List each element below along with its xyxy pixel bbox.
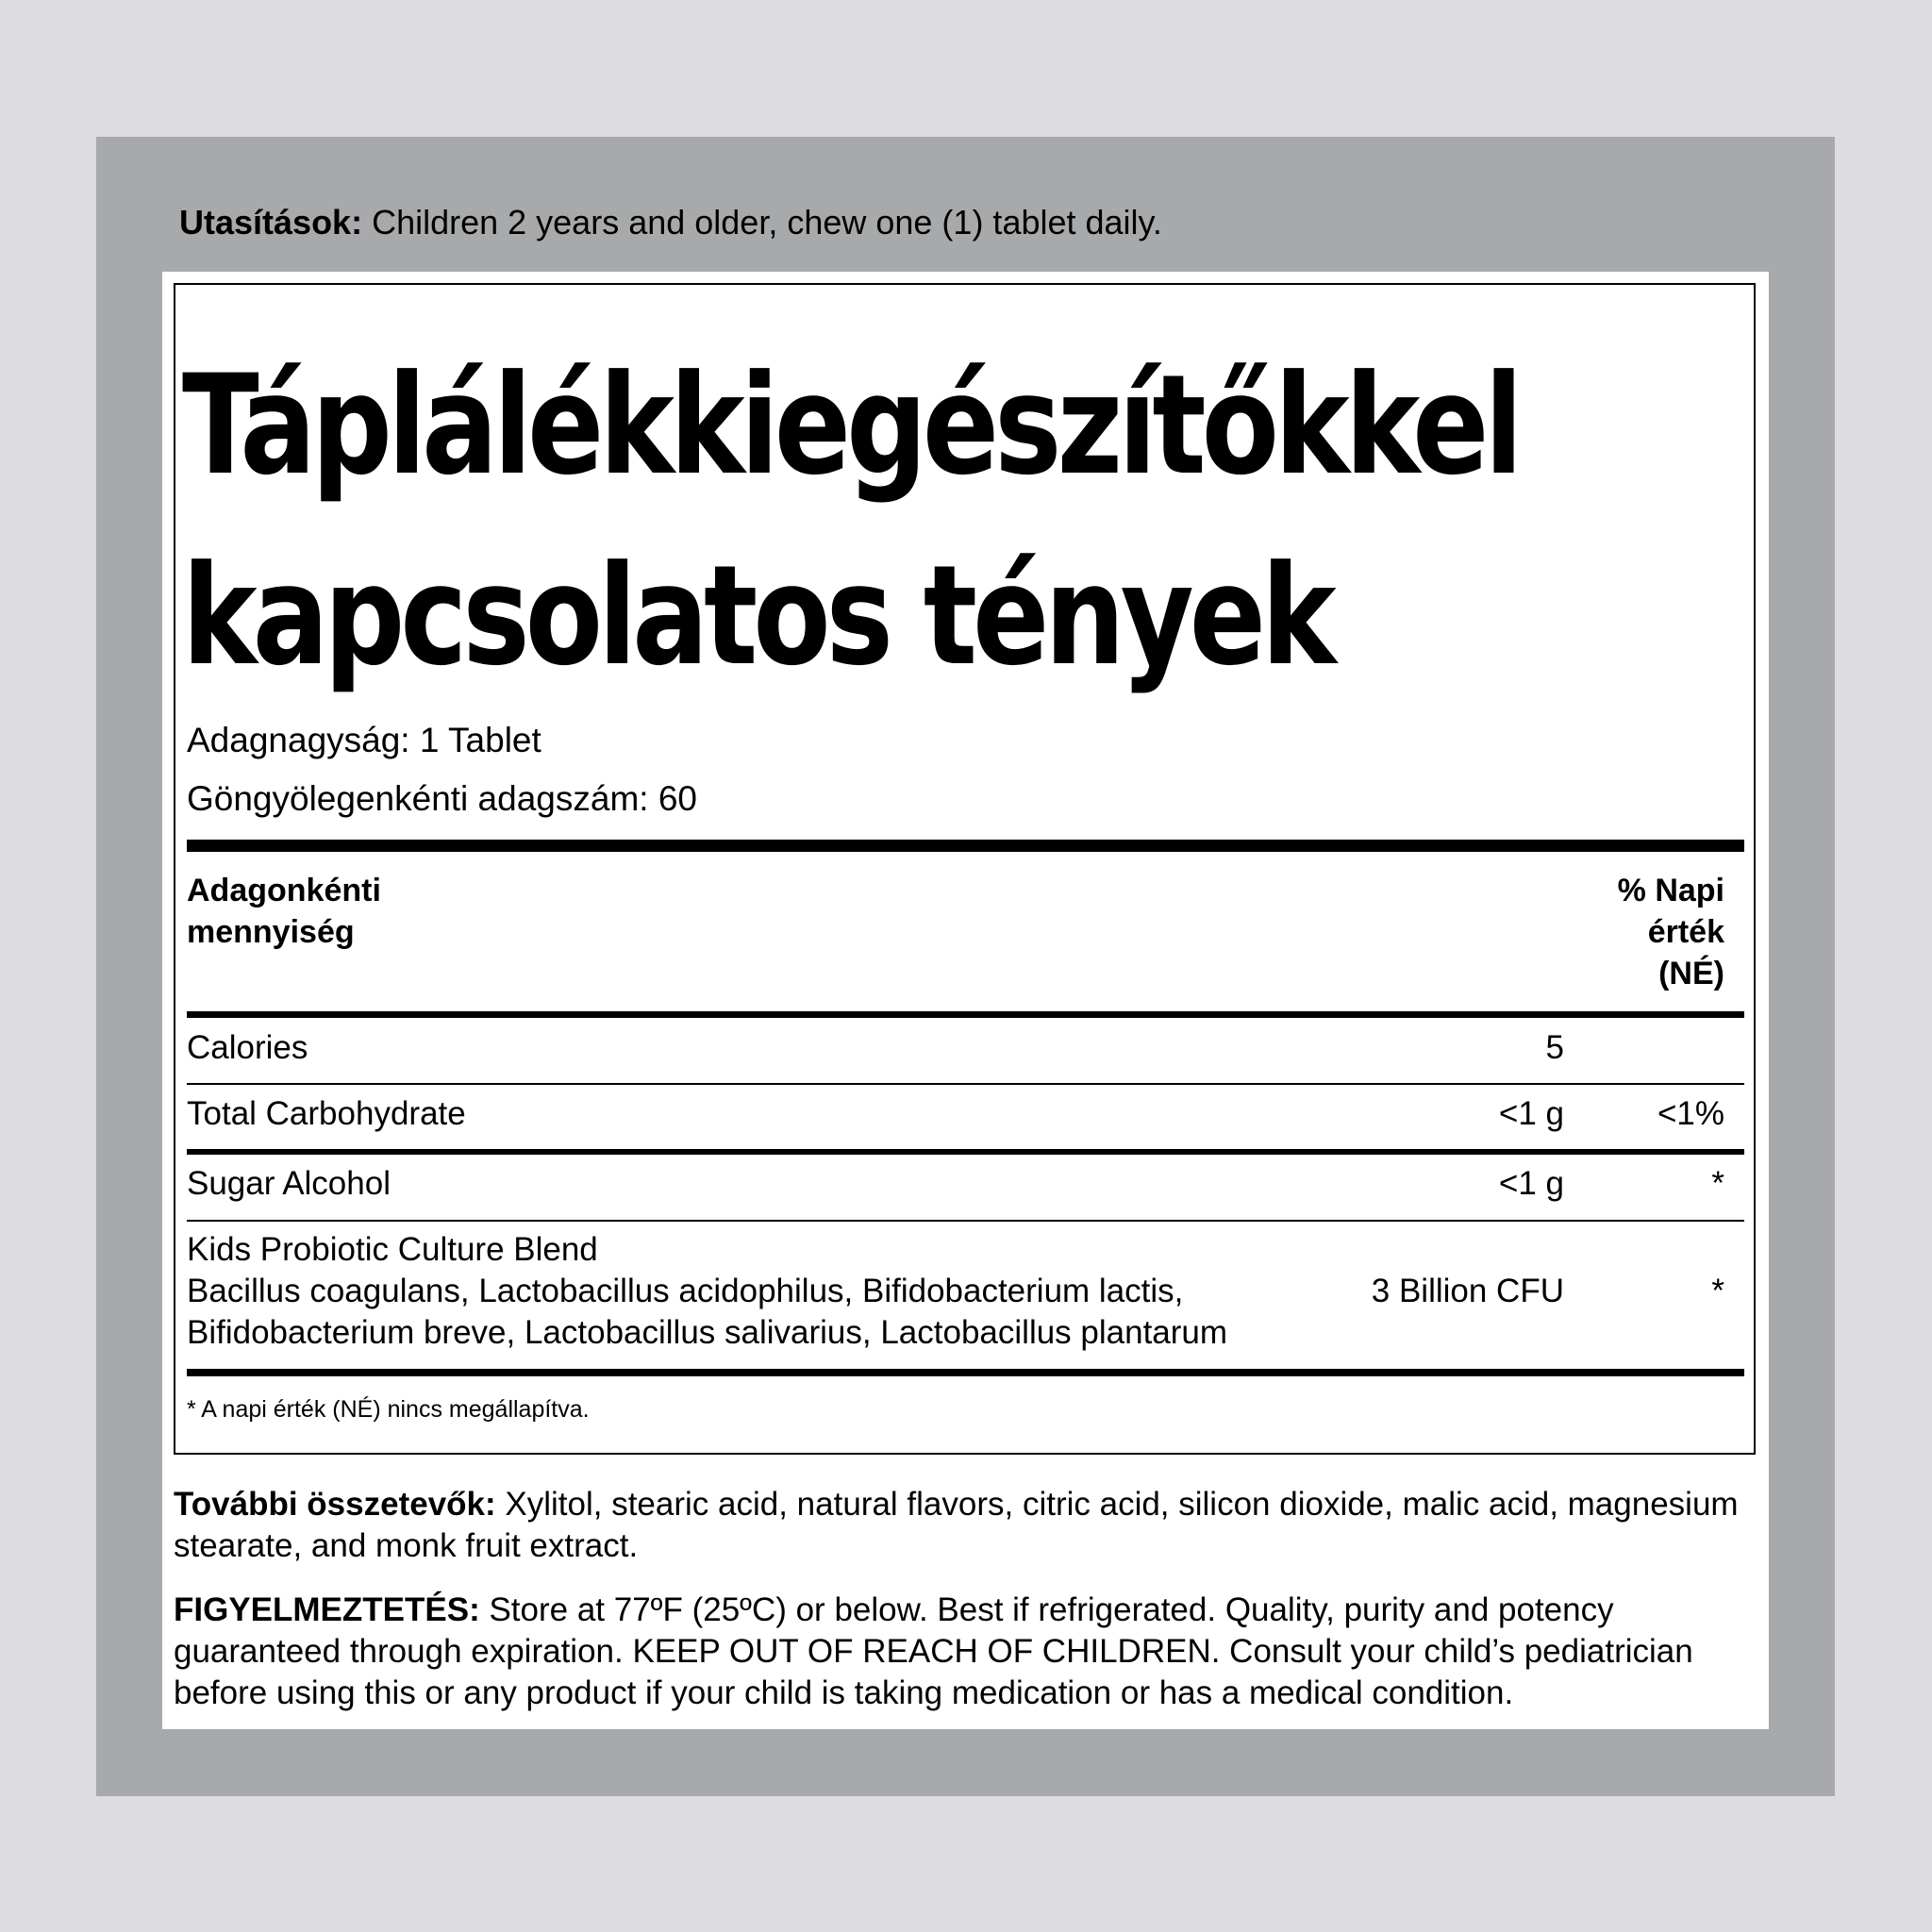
directions-body: Children 2 years and older, chew one (1) tablet daily. [362, 203, 1162, 242]
row-divider [187, 1083, 1744, 1085]
nutrient-amount-sugar-alcohol: <1 g [1498, 1165, 1564, 1202]
thick-divider-top [187, 840, 1744, 852]
blend-strains-line-1: Bacillus coagulans, Lactobacillus acidophilus, Bifidobacterium lactis, [187, 1273, 1184, 1309]
blend-strains-line-2: Bifidobacterium breve, Lactobacillus salivarius, Lactobacillus plantarum [187, 1314, 1228, 1351]
other-ingredients [174, 1484, 1758, 1567]
directions-text [179, 200, 1162, 245]
nutrient-label-sugar-alcohol: Sugar Alcohol [187, 1165, 391, 1202]
title-line-1: Táplálékkiegészítőkkel [182, 345, 1519, 506]
row-divider [187, 1220, 1744, 1222]
warning-label: FIGYELMEZTETÉS: [174, 1591, 480, 1628]
nutrient-dv-carbohydrate: <1% [1657, 1095, 1724, 1132]
nutrient-amount-carbohydrate: <1 g [1498, 1095, 1564, 1132]
amount-per-serving-header: Adagonkénti mennyiség [187, 873, 381, 950]
nutrient-label-carbohydrate: Total Carbohydrate [187, 1095, 466, 1132]
medium-divider [187, 1011, 1744, 1018]
warning-text: Store at 77ºF (25ºC) or below. Best if refrigerated. Quality, purity and potency guaranteed through expiration. KEEP OUT OF REACH OF CHILDREN. Consult your child’s pediatrician before using this or any product if your child is taking medication or has a medical condition. [174, 1591, 1693, 1711]
nutrient-dv-sugar-alcohol: * [1711, 1165, 1724, 1202]
daily-value-header: % Napi érték (NÉ) [1617, 873, 1724, 991]
blend-dv: * [1711, 1273, 1724, 1309]
daily-value-footnote: * A napi érték (NÉ) nincs megállapítva. [187, 1396, 590, 1423]
other-ingredients-label: További összetevők: [174, 1486, 496, 1523]
directions-label: Utasítások: [179, 203, 363, 242]
nutrient-amount-calories: 5 [1545, 1029, 1564, 1066]
title-line-2: kapcsolatos tények [182, 536, 1332, 696]
other-ingredients-text: Xylitol, stearic acid, natural flavors, citric acid, silicon dioxide, malic acid, magnesium stearate, and monk fruit extract. [174, 1486, 1739, 1564]
warning [174, 1590, 1758, 1714]
thick-divider-bottom [187, 1369, 1744, 1376]
blend-name: Kids Probiotic Culture Blend [187, 1231, 598, 1268]
supplement-facts-title [182, 330, 1519, 711]
nutrient-label-calories: Calories [187, 1029, 308, 1066]
medium-divider [187, 1149, 1744, 1155]
servings-per-container: Göngyölegenkénti adagszám: 60 [187, 779, 697, 818]
serving-size: Adagnagyság: 1 Tablet [187, 721, 541, 759]
blend-amount: 3 Billion CFU [1371, 1273, 1564, 1309]
